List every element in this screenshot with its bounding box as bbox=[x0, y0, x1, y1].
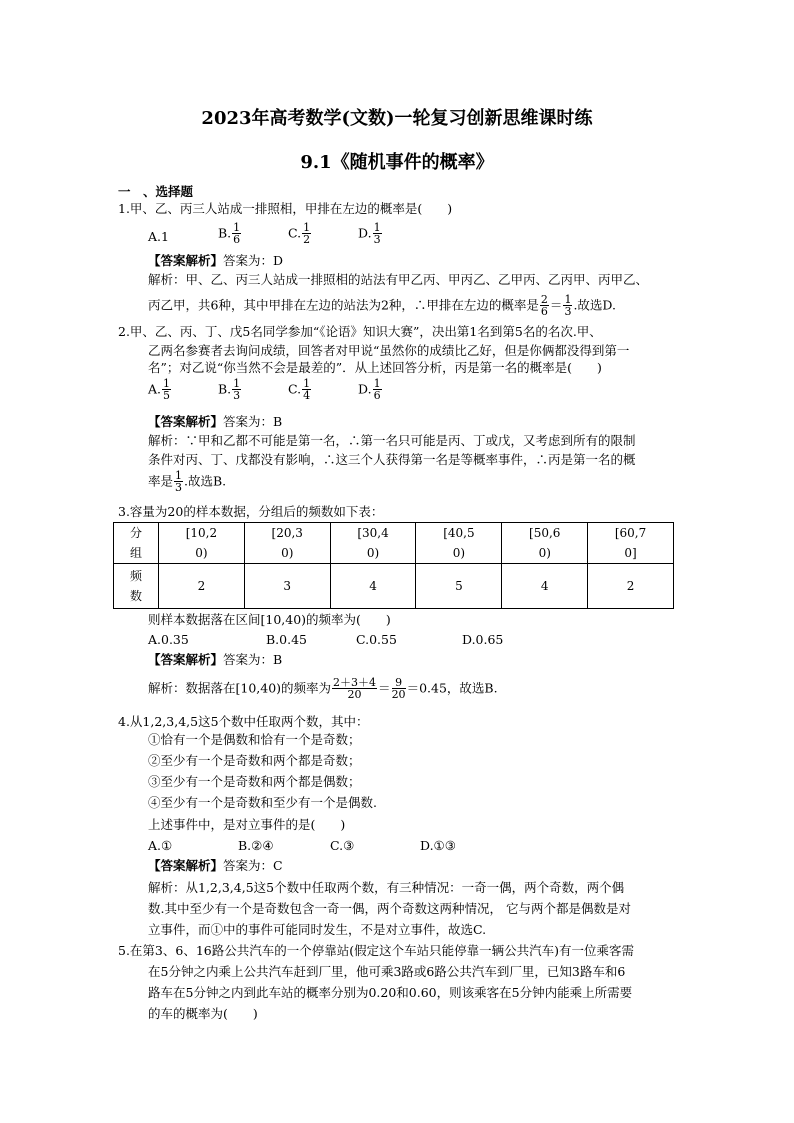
table-row-groups bbox=[114, 523, 674, 564]
section-heading: 一 、选择题 bbox=[118, 184, 194, 199]
q3-option-d: D.0.65 bbox=[462, 632, 504, 647]
q1-option-a: A.1 bbox=[148, 229, 169, 244]
q1-answer: 【答案解析】答案为：D bbox=[148, 253, 284, 268]
q2-analysis-line3: 率是 $\frac{1}{3}$ .故选B. bbox=[148, 469, 227, 494]
q4-item-1: ①恰有一个是偶数和恰有一个是奇数； bbox=[148, 732, 361, 747]
q2-option-c: C. $\frac{1}{4}$ bbox=[288, 377, 311, 402]
q3-option-a: A.0.35 bbox=[148, 632, 189, 647]
table-cell: [30,4 0) bbox=[330, 523, 416, 564]
table-cell: [20,3 0) bbox=[244, 523, 330, 564]
table-header-freq: 频 数 bbox=[114, 564, 159, 609]
document-subtitle: 9.1《随机事件的概率》 bbox=[300, 152, 494, 173]
q4-question: 上述事件中，是对立事件的是( ) bbox=[148, 817, 346, 832]
q3-option-c: C.0.55 bbox=[356, 632, 397, 647]
q5-stem-line3: 路车在5分钟之内到此车站的概率分别为0.20和0.60，则该乘客在5分钟内能乘上所需要 bbox=[148, 985, 633, 1000]
q2-answer: 【答案解析】答案为：B bbox=[148, 414, 283, 429]
table-cell: [50,6 0) bbox=[502, 523, 588, 564]
q3-option-b: B.0.45 bbox=[266, 632, 307, 647]
q2-analysis-line2: 条件对丙、丁、戊都没有影响，∴这三个人获得第一名是等概率事件，∴丙是第一名的概 bbox=[148, 452, 636, 467]
q5-stem-line2: 在5分钟之内乘上公共汽车赶到厂里，他可乘3路或6路公共汽车到厂里，已知3路车和6 bbox=[148, 964, 626, 979]
q4-answer: 【答案解析】答案为：C bbox=[148, 858, 283, 873]
q1-option-c: C. $\frac{1}{2}$ bbox=[288, 221, 311, 246]
table-header-group: 分 组 bbox=[114, 523, 159, 564]
q4-option-d: D.①③ bbox=[420, 838, 456, 853]
q2-option-b: B. $\frac{1}{3}$ bbox=[218, 377, 241, 402]
q2-analysis-line1: 解析：∵甲和乙都不可能是第一名，∴第一名只可能是丙、丁或戊，又考虑到所有的限制 bbox=[148, 433, 636, 448]
q5-stem-line1: 5.在第3、6、16路公共汽车的一个停靠站(假定这个车站只能停靠一辆公共汽车)有一位乘客需 bbox=[118, 943, 634, 958]
frequency-table bbox=[113, 522, 674, 609]
table-cell: 4 bbox=[330, 564, 416, 609]
table-row-freqs bbox=[114, 564, 674, 609]
q1-analysis-line2: 丙乙甲，共6种，其中甲排在左边的站法为2种，∴甲排在左边的概率是 $\frac{2}{6}$ ＝ $\frac{1}{3}$ .故选D. bbox=[148, 293, 616, 318]
table-cell: [10,2 0) bbox=[159, 523, 245, 564]
table-cell: 4 bbox=[502, 564, 588, 609]
q4-stem: 4.从1,2,3,4,5这5个数中任取两个数，其中： bbox=[118, 714, 369, 729]
q1-option-d: D. $\frac{1}{3}$ bbox=[358, 221, 381, 246]
q3-stem: 3.容量为20的样本数据，分组后的频数如下表： bbox=[118, 504, 384, 519]
q4-options bbox=[148, 838, 488, 854]
table-cell: [40,5 0) bbox=[416, 523, 502, 564]
q4-option-b: B.②④ bbox=[238, 838, 274, 853]
q2-stem-line2: 乙两名参赛者去询问成绩，回答者对甲说“虽然你的成绩比乙好，但是你俩都没得到第一 bbox=[148, 343, 630, 358]
q1-analysis-line1: 解析：甲、乙、丙三人站成一排照相的站法有甲乙丙、甲丙乙、乙甲丙、乙丙甲、丙甲乙、 bbox=[148, 272, 649, 287]
q4-item-3: ③至少有一个是奇数和两个都是偶数； bbox=[148, 774, 361, 789]
q4-analysis-line1: 解析：从1,2,3,4,5这5个数中任取两个数，有三种情况：一奇一偶，两个奇数，两个偶 bbox=[148, 880, 625, 895]
q2-option-a: A. $\frac{1}{5}$ bbox=[148, 377, 171, 402]
q2-option-d: D. $\frac{1}{6}$ bbox=[358, 377, 381, 402]
table-cell: 3 bbox=[244, 564, 330, 609]
document-title: 2023年高考数学(文数)一轮复习创新思维课时练 bbox=[201, 108, 593, 129]
q3-analysis: 解析：数据落在[10,40)的频率为 $\frac{2+3+4}{20}$ ＝ $\frac{9}{20}$ ＝0.45，故选B. bbox=[148, 676, 498, 701]
q2-stem-line1: 2.甲、乙、丙、丁、戊5名同学参加“《论语》知识大赛”，决出第1名到第5名的名次.甲、 bbox=[118, 324, 602, 339]
q5-stem-line4: 的车的概率为( ) bbox=[148, 1006, 258, 1021]
table-cell: [60,7 0] bbox=[588, 523, 674, 564]
q3-question: 则样本数据落在区间[10,40)的频率为( ) bbox=[148, 612, 391, 627]
q4-item-4: ④至少有一个是奇数和至少有一个是偶数. bbox=[148, 795, 377, 810]
q4-option-a: A.① bbox=[148, 838, 173, 853]
q3-options bbox=[148, 632, 568, 648]
table-cell: 5 bbox=[416, 564, 502, 609]
q4-analysis-line2: 数.其中至少有一个是奇数包含一奇一偶，两个奇数这两种情况， 它与两个都是偶数是对 bbox=[148, 901, 631, 916]
q4-option-c: C.③ bbox=[330, 838, 355, 853]
table-cell: 2 bbox=[588, 564, 674, 609]
table-cell: 2 bbox=[159, 564, 245, 609]
q4-analysis-line3: 立事件，而①中的事件可能同时发生，不是对立事件，故选C. bbox=[148, 922, 487, 937]
q3-answer: 【答案解析】答案为：B bbox=[148, 652, 283, 667]
q4-item-2: ②至少有一个是奇数和两个都是奇数； bbox=[148, 753, 361, 768]
q1-stem: 1.甲、乙、丙三人站成一排照相，甲排在左边的概率是( ) bbox=[118, 201, 453, 216]
q1-option-b: B. $\frac{1}{6}$ bbox=[218, 221, 241, 246]
q2-stem-line3: 名”；对乙说“你当然不会是最差的”．从上述回答分析，丙是第一名的概率是( ) bbox=[148, 360, 602, 375]
